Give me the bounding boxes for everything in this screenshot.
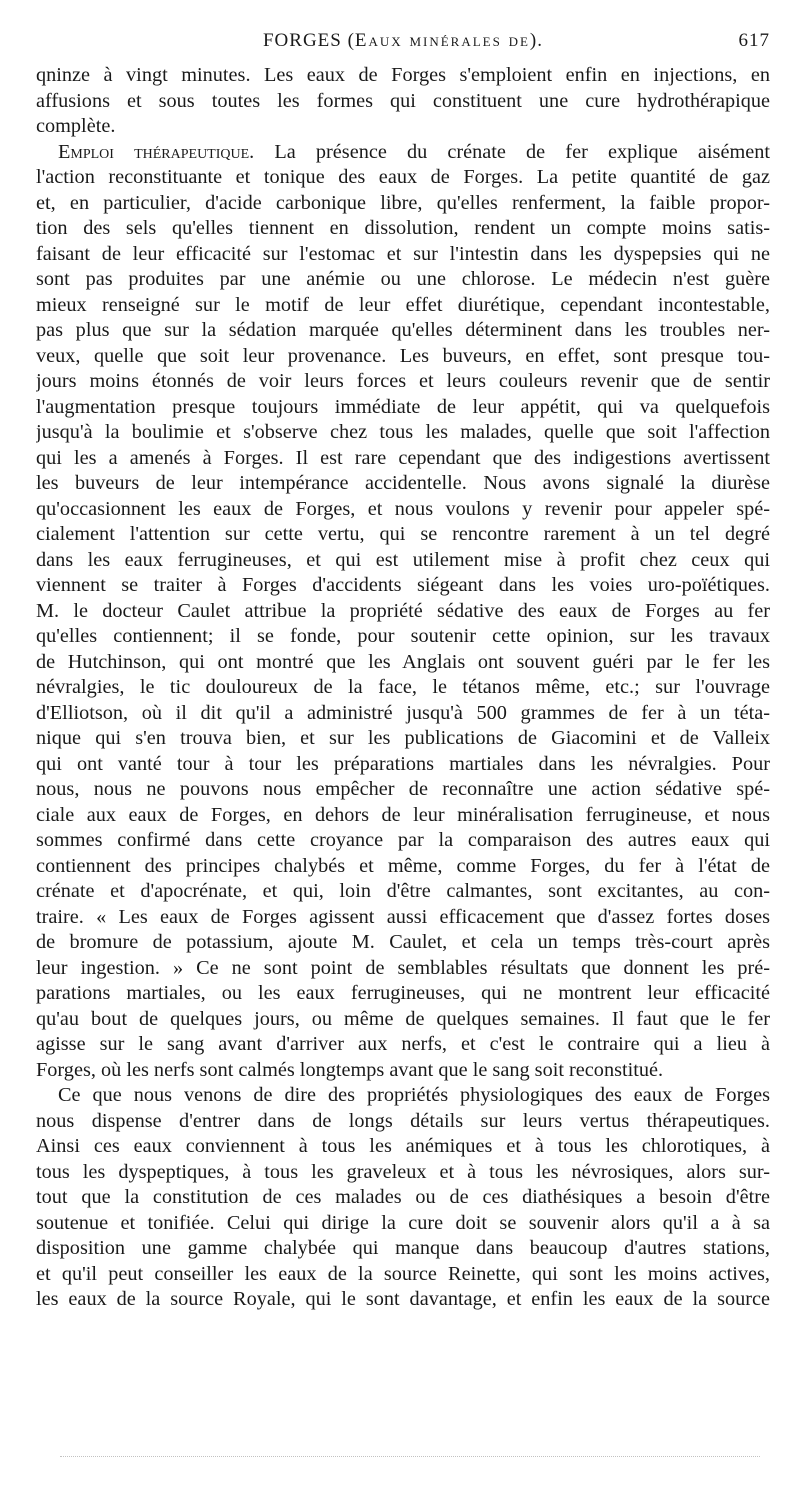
running-header — [36, 30, 770, 58]
text-line: et qu'il peut conseiller les eaux de la source Reinette, qui sont les moins actives, — [36, 1262, 770, 1285]
text-line: agisse sur le sang avant d'arriver aux nerfs, et c'est le contraire qui a lieu à — [36, 1033, 770, 1055]
text-line: qui les a amenés à Forges. Il est rare cependant que des indigestions avertissent — [36, 446, 770, 469]
text-line: viennent se traiter à Forges d'accidents siégeant dans les voies uro-poïétiques. — [36, 574, 770, 596]
text-line: tous les dyspeptiques, à tous les graveleux et à tous les névrosiques, alors sur- — [36, 1160, 770, 1183]
text-line: jusqu'à la boulimie et s'observe chez tous les malades, quelle que soit l'affection — [36, 421, 770, 443]
running-title-end: ). — [529, 30, 543, 51]
text-line: l'augmentation presque toujours immédiate de leur appétit, qui va quelquefois — [36, 395, 770, 418]
text-line: sont pas produites par une anémie ou une chlorose. Le médecin n'est guère — [36, 268, 770, 290]
running-title — [36, 30, 770, 52]
text-line: qninze à vingt minutes. Les eaux de Forges s'emploient enfin en injections, en — [36, 64, 770, 86]
text-line: M. le docteur Caulet attribue la propriété sédative des eaux de Forges au fer — [36, 599, 770, 622]
text-line: qu'au bout de quelques jours, ou même de quelques semaines. Il faut que le fer — [36, 1007, 770, 1030]
text-line: sommes confirmé dans cette croyance par la comparaison des autres eaux qui — [36, 829, 770, 851]
text-line: qui ont vanté tour à tour les préparations martiales dans les névralgies. Pour — [36, 752, 770, 775]
text-line: qu'elles contiennent; il se fonde, pour soutenir cette opinion, sur les travaux — [36, 625, 770, 647]
text-line: nous dispense d'entrer dans de longs détails sur leurs vertus thérapeutiques. — [36, 1109, 770, 1132]
text-line: névralgies, le tic douloureux de la face, le tétanos même, etc.; sur l'ouvrage — [36, 676, 770, 698]
text-line: pas plus que sur la sédation marquée qu'elles déterminent dans les troubles ner- — [36, 319, 770, 341]
text-line: veux, quelle que soit leur provenance. Les buveurs, en effet, sont presque tou- — [36, 344, 770, 367]
text-line — [36, 140, 770, 166]
text-line: l'action reconstituante et tonique des eaux de Forges. La petite quantité de gaz — [36, 166, 770, 188]
text-line: soutenue et tonifiée. Celui qui dirige la cure doit se souvenir alors qu'il a à sa — [36, 1211, 770, 1234]
bottom-print-artifact — [60, 1448, 760, 1457]
text-line: les buveurs de leur intempérance accidentelle. Nous avons signalé la diurèse — [36, 472, 770, 494]
text-line: complète. — [36, 115, 116, 137]
running-title-small-caps: Eaux minérales de — [354, 30, 530, 51]
text-line: crénate et d'apocrénate, et qui, loin d'être calmantes, sont excitantes, au con- — [36, 880, 770, 902]
text-line: ciale aux eaux de Forges, en dehors de leur minéralisation ferrugineuse, et nous — [36, 803, 770, 826]
text-line: de Hutchinson, qui ont montré que les Anglais ont souvent guéri par le fer les — [36, 650, 770, 673]
text-line: Ainsi ces eaux conviennent à tous les anémiques et à tous les chlorotiques, à — [36, 1135, 770, 1157]
page-number: 617 — [738, 30, 770, 51]
text-line: Ce que nous venons de dire des propriétés physiologiques des eaux de Forges — [58, 1084, 770, 1106]
text-line: nous, nous ne pouvons nous empêcher de reconnaître une action sédative spé- — [36, 778, 770, 800]
text-line: nique qui s'en trouva bien, et sur les publications de Giacomini et de Valleix — [36, 727, 770, 749]
text-line: jours moins étonnés de voir leurs forces et leurs couleurs revenir que de sentir — [36, 370, 770, 392]
text-line: disposition une gamme chalybée qui manque dans beaucoup d'autres stations, — [36, 1237, 770, 1259]
text-line: affusions et sous toutes les formes qui constituent une cure hydrothérapique — [36, 89, 770, 112]
text-line: et, en particulier, d'acide carbonique libre, qu'elles renferment, la faible propor- — [36, 191, 770, 214]
text-line: traire. « Les eaux de Forges agissent aussi efficacement que d'assez fortes doses — [36, 905, 770, 928]
text-line: faisant de leur efficacité sur l'estomac et sur l'intestin dans les dyspepsies qui ne — [36, 242, 770, 265]
text-line: contiennent des principes chalybés et même, comme Forges, du fer à l'état de — [36, 854, 770, 877]
text-line: de bromure de potassium, ajoute M. Caulet, et cela un temps très-court après — [36, 931, 770, 953]
text-line: d'Elliotson, où il dit qu'il a administré jusqu'à 500 grammes de fer à un téta- — [36, 701, 770, 724]
text-line: dans les eaux ferrugineuses, et qui est utilement mise à profit chez ceux qui — [36, 548, 770, 571]
text-line: qu'occasionnent les eaux de Forges, et nous voulons y revenir pour appeler spé- — [36, 497, 770, 520]
text-line: cialement l'attention sur cette vertu, qui se rencontre rarement à un tel degré — [36, 523, 770, 545]
text-line: tout que la constitution de ces malades ou de ces diathésiques a besoin d'être — [36, 1186, 770, 1208]
text-line: leur ingestion. » Ce ne sont point de semblables résultats que donnent les pré- — [36, 956, 770, 979]
text-line: tion des sels qu'elles tiennent en dissolution, rendent un compte moins satis- — [36, 217, 770, 239]
text-run: La présence du crénate de fer explique aisément — [254, 140, 770, 163]
body-text — [36, 63, 770, 1313]
text-line: parations martiales, ou les eaux ferrugineuses, qui ne montrent leur efficacité — [36, 982, 770, 1004]
text-line: les eaux de la source Royale, qui le sont davantage, et enfin les eaux de la source — [36, 1288, 770, 1310]
text-line: mieux renseigné sur le motif de leur effet diurétique, cependant incontestable, — [36, 293, 770, 316]
section-lead: Emploi thérapeutique. — [58, 140, 255, 163]
text-line: Forges, où les nerfs sont calmés longtemps avant que le sang soit reconstitué. — [36, 1058, 664, 1081]
running-title-main: FORGES ( — [262, 30, 355, 51]
